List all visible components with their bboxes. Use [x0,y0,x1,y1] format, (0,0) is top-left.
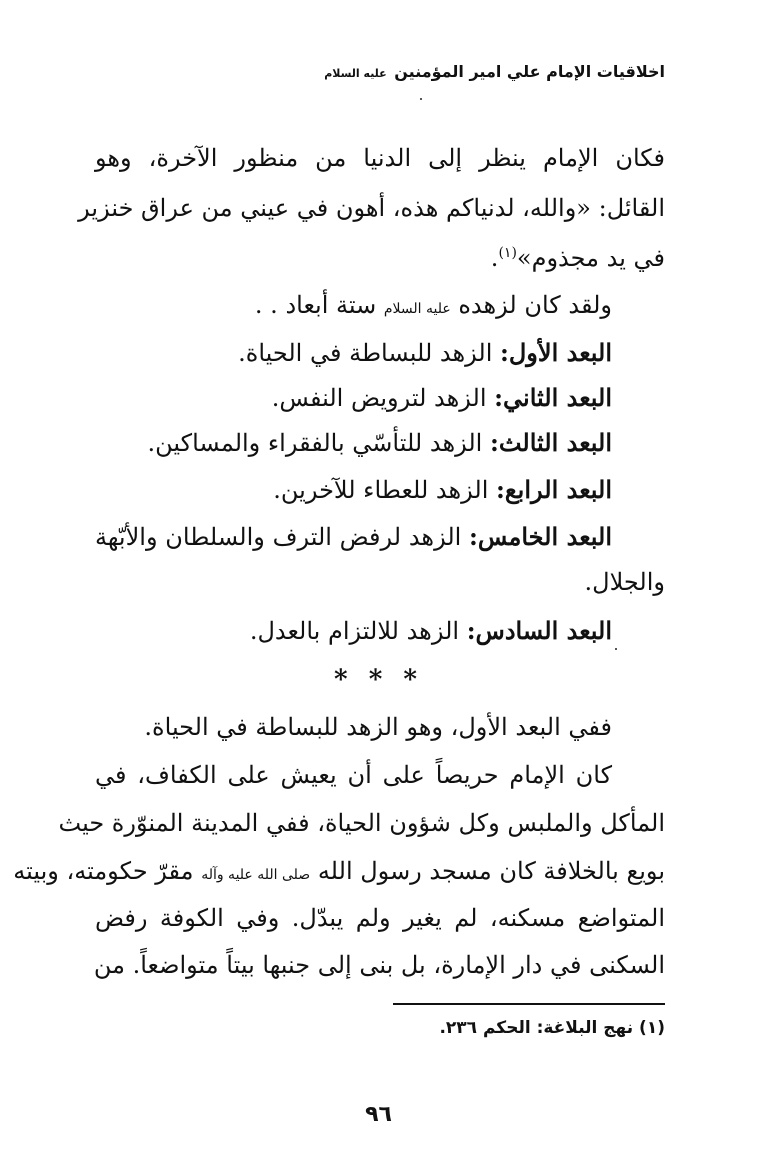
section-line-2: كان الإمام حريصاً على أن يعيش على الكفاف، في [95,761,612,789]
section-line-6: السكنى في دار الإمارة، بل بنى إلى جنبها بيتاً متواضعاً. من [93,951,665,979]
dimension-6 [95,616,612,646]
dimension-label: البعد الأول: [500,338,612,367]
dimension-label: البعد السادس: [466,616,612,645]
dimension-5 [95,522,612,552]
intro-before: ولقد كان لزهده [458,291,612,319]
footnote: (١) نهج البلاغة: الحكم ٢٣٦. [439,1018,665,1038]
dimension-4 [95,475,612,505]
section-line-4-after: مقرّ حكومته، وبيته [13,857,194,885]
dimension-text: الزهد لترويض النفس. [271,384,495,412]
section-line-1: ففي البعد الأول، وهو الزهد للبساطة في الحياة. [144,713,612,741]
stray-dot [615,648,617,650]
paragraph-1-line-3 [95,243,665,277]
intro-honorific: عليه السلام [383,301,451,317]
page-number: ٩٦ [365,1102,392,1127]
prophet-honorific: صلى الله عليه وآله [201,867,311,883]
header-dot [420,98,422,100]
section-separator: * * * [334,665,423,695]
running-title: اخلاقيات الإمام علي امير المؤمنين [394,62,665,81]
dimension-text: الزهد لرفض الترف والسلطان والأبّهة [95,523,470,551]
section-line-4-before: بويع بالخلافة كان مسجد رسول الله [317,857,665,885]
sentence-end: . [490,244,499,272]
paragraph-1-line-1: فكان الإمام ينظر إلى الدنيا من منظور الآخرة، وهو [95,144,665,172]
dimension-text: الزهد للتأسّي بالفقراء والمساكين. [147,429,490,457]
footnote-divider [393,1003,665,1005]
section-line-4 [13,856,665,890]
footnote-reference: (١) [498,245,517,261]
dimensions-intro [95,290,612,324]
running-header [324,62,665,81]
section-line-5: المتواضع مسكنه، لم يغير ولم يبدّل. وفي الكوفة رفض [95,904,665,932]
dimension-label: البعد الرابع: [496,475,612,504]
quote-end-text: في يد مجذوم» [516,244,665,272]
section-line-3: المأكل والملبس وكل شؤون الحياة، ففي المدينة المنوّرة حيث [58,809,665,837]
dimension-label: البعد الثاني: [494,383,612,412]
dimension-text: الزهد للالتزام بالعدل. [249,617,467,645]
dimension-label: البعد الثالث: [489,428,612,457]
dimension-text: الزهد للعطاء للآخرين. [273,476,497,504]
dimension-5-continued [95,567,665,597]
honorific-glyph: عليه السلام [324,67,387,80]
dimension-2 [95,383,612,413]
dimension-3 [95,428,612,458]
dimension-1 [95,338,612,368]
intro-after: ستة أبعاد . . [254,291,377,319]
dimension-text: والجلال. [584,568,665,596]
dimension-text: الزهد للبساطة في الحياة. [238,339,500,367]
dimension-label: البعد الخامس: [469,522,613,551]
paragraph-1-line-2: القائل: «والله، لدنياكم هذه، أهون في عيني من عراق خنزير [78,194,665,222]
